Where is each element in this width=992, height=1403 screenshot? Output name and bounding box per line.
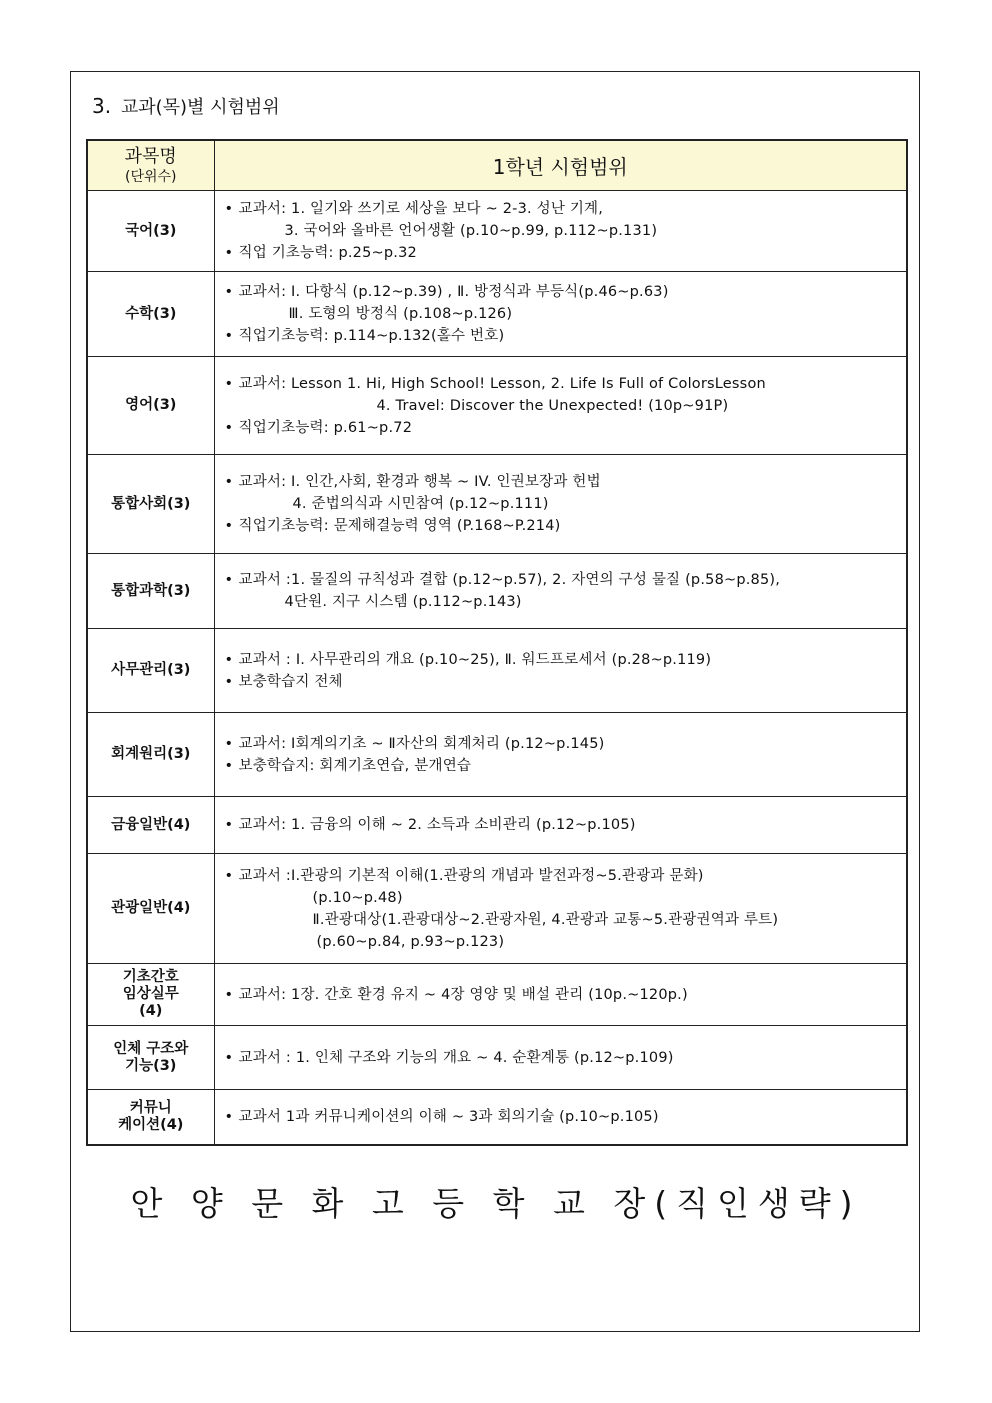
table-row xyxy=(87,1090,907,1145)
subject-name: 수학(3) xyxy=(125,305,177,322)
range-line: 4단원. 지구 시스템 (p.112~p.143) xyxy=(284,594,522,610)
range-cell xyxy=(214,713,907,797)
bullet-icon: • xyxy=(224,474,234,490)
range-cell xyxy=(214,357,907,455)
header-range: 1학년 시험범위 xyxy=(492,155,628,179)
header-range-cell xyxy=(214,140,907,191)
bullet-icon: • xyxy=(224,375,234,392)
range-line: 교과서: Ⅰ회계의기초 ~ Ⅱ자산의 회계처리 (p.12~p.145) xyxy=(238,735,605,752)
bullet-icon: • xyxy=(224,201,234,217)
bullet-icon: • xyxy=(224,284,234,300)
range-line: 교과서: 1. 금융의 이해 ~ 2. 소득과 소비관리 (p.12~p.105) xyxy=(238,817,636,833)
subject-name: 회계원리(3) xyxy=(111,746,191,762)
subject-name: 커뮤니 xyxy=(129,1099,172,1116)
range-line: 교과서: I. 인간,사회, 환경과 행복 ~ IV. 인권보장과 헌법 xyxy=(238,474,601,490)
subject-name: 관광일반(4) xyxy=(111,900,191,916)
range-line: (p.60~p.84, p.93~p.123) xyxy=(316,933,505,950)
header-unit: (단위수) xyxy=(125,168,177,185)
subject-cell xyxy=(87,629,214,713)
range-cell xyxy=(214,554,907,629)
range-line: 교과서 : 1. 인체 구조와 기능의 개요 ~ 4. 순환계통 (p.12~p.109) xyxy=(238,1049,674,1066)
table-row xyxy=(87,272,907,357)
range-line: 보충학습지: 회계기초연습, 분개연습 xyxy=(238,757,472,774)
range-line: 교과서: 1장. 간호 환경 유지 ~ 4장 영양 및 배설 관리 (10p.~120p.) xyxy=(238,986,688,1003)
range-line: 직업기초능력: p.114~p.132(홀수 번호) xyxy=(238,328,505,344)
subject-cell xyxy=(87,554,214,629)
subject-name: 금융일반(4) xyxy=(111,816,191,833)
section-number: 3. xyxy=(92,94,112,118)
bullet-icon: • xyxy=(224,572,234,588)
subject-name: 케이션(4) xyxy=(118,1116,184,1133)
range-cell xyxy=(214,964,907,1026)
subject-cell xyxy=(87,1026,214,1090)
range-line: Ⅱ.관광대상(1.관광대상~2.관광자원, 4.관광과 교통~5.관광권역과 루트) xyxy=(312,911,779,928)
exam-range-table xyxy=(86,139,908,1146)
principal-signature: 안 양 문 화 고 등 학 교 장(직인생략) xyxy=(130,1184,862,1223)
range-cell xyxy=(214,1026,907,1090)
range-line: 직업기초능력: 문제해결능력 영역 (P.168~P.214) xyxy=(238,518,561,534)
table-row xyxy=(87,713,907,797)
range-cell xyxy=(214,1090,907,1145)
bullet-icon: • xyxy=(224,419,234,436)
table-row xyxy=(87,1026,907,1090)
subject-cell xyxy=(87,455,214,554)
range-line: 3. 국어와 올바른 언어생활 (p.10~p.99, p.112~p.131) xyxy=(284,223,658,239)
subject-name: 기능(3) xyxy=(125,1057,177,1074)
range-line: 4. Travel: Discover the Unexpected! (10p~91P) xyxy=(376,397,729,414)
header-subject: 과목명 xyxy=(124,145,177,167)
range-cell xyxy=(214,629,907,713)
subject-name: 영어(3) xyxy=(125,397,177,413)
subject-cell xyxy=(87,357,214,455)
range-cell xyxy=(214,854,907,964)
range-line: 보충학습지 전체 xyxy=(238,673,343,690)
table-row xyxy=(87,629,907,713)
subject-name: 사무관리(3) xyxy=(111,662,191,678)
subject-cell xyxy=(87,191,214,272)
range-line: 직업 기초능력: p.25~p.32 xyxy=(238,245,417,261)
bullet-icon: • xyxy=(224,1049,234,1066)
range-line: Ⅲ. 도형의 방정식 (p.108~p.126) xyxy=(288,306,513,322)
bullet-icon: • xyxy=(224,757,234,774)
range-line: 교과서: Lesson 1. Hi, High School! Lesson, 2. Life Is Full of ColorsLesson xyxy=(238,375,766,392)
range-line: 교과서 :Ⅰ.관광의 기본적 이해(1.관광의 개념과 발전과정~5.관광과 문화) xyxy=(238,867,704,884)
bullet-icon: • xyxy=(224,817,234,833)
bullet-icon: • xyxy=(224,518,234,534)
subject-cell xyxy=(87,713,214,797)
table-row xyxy=(87,554,907,629)
subject-name: 통합사회(3) xyxy=(111,495,191,512)
bullet-icon: • xyxy=(224,1108,234,1125)
bullet-icon: • xyxy=(224,245,234,261)
range-line: 교과서 1과 커뮤니케이션의 이해 ~ 3과 회의기술 (p.10~p.105) xyxy=(238,1108,659,1125)
subject-cell xyxy=(87,797,214,854)
range-cell xyxy=(214,191,907,272)
bullet-icon: • xyxy=(224,986,234,1003)
range-cell xyxy=(214,272,907,357)
range-line: 직업기초능력: p.61~p.72 xyxy=(238,419,413,436)
range-line: 교과서 :1. 물질의 규칙성과 결합 (p.12~p.57), 2. 자연의 구성 물질 (p.58~p.85), xyxy=(238,572,781,588)
subject-cell xyxy=(87,1090,214,1145)
bullet-icon: • xyxy=(224,673,234,690)
bullet-icon: • xyxy=(224,651,234,668)
table-header-row xyxy=(87,140,907,191)
table-row xyxy=(87,357,907,455)
range-line: 교과서: 1. 일기와 쓰기로 세상을 보다 ~ 2-3. 성난 기계, xyxy=(238,201,604,217)
range-cell xyxy=(214,797,907,854)
range-line: (p.10~p.48) xyxy=(312,889,403,906)
section-title xyxy=(92,93,280,119)
range-line: 교과서 : Ⅰ. 사무관리의 개요 (p.10~25), Ⅱ. 워드프로세서 (p.28~p.119) xyxy=(238,651,712,668)
table-row xyxy=(87,455,907,554)
header-subject-cell xyxy=(87,140,214,191)
bullet-icon: • xyxy=(224,867,234,884)
section-title-text: 교과(목)별 시험범위 xyxy=(120,97,280,118)
subject-name: 인체 구조와 xyxy=(113,1040,189,1057)
subject-name: 임상실무 xyxy=(122,986,179,1002)
subject-name: (4) xyxy=(139,1003,163,1019)
range-line: 교과서: Ⅰ. 다항식 (p.12~p.39) , Ⅱ. 방정식과 부등식(p.46~p.63) xyxy=(238,284,669,300)
subject-name: 통합과학(3) xyxy=(111,582,191,599)
table-row xyxy=(87,964,907,1026)
range-cell xyxy=(214,455,907,554)
subject-cell xyxy=(87,854,214,964)
table-row xyxy=(87,854,907,964)
table-row xyxy=(87,191,907,272)
subject-cell xyxy=(87,964,214,1026)
bullet-icon: • xyxy=(224,328,234,344)
range-line: 4. 준법의식과 시민참여 (p.12~p.111) xyxy=(292,496,549,512)
bullet-icon: • xyxy=(224,735,234,752)
subject-name: 국어(3) xyxy=(125,222,177,239)
subject-cell xyxy=(87,272,214,357)
table-row xyxy=(87,797,907,854)
subject-name: 기초간호 xyxy=(122,969,179,985)
